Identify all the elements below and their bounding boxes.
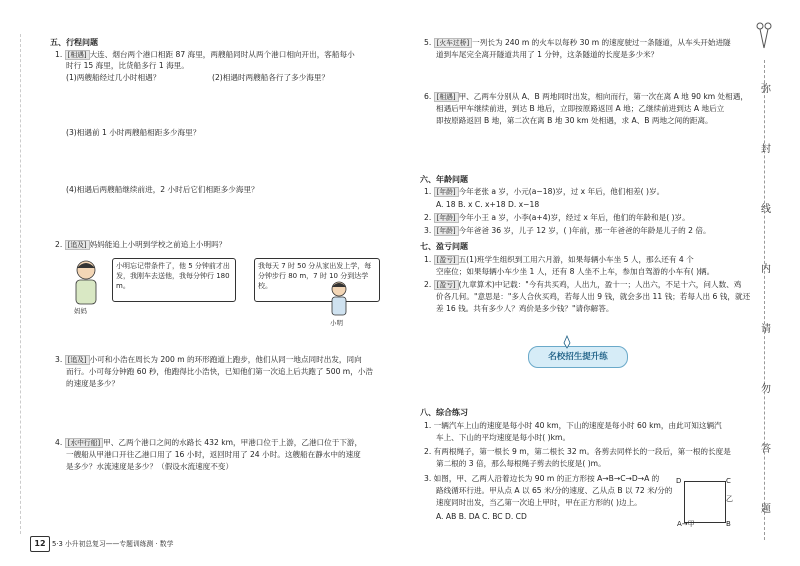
- q1-tag: [相遇]: [65, 50, 90, 60]
- q1-sub3: (3)相遇前 1 小时两艘船相距多少海里？: [66, 128, 201, 137]
- q3-line3: 的速度是多少？: [66, 379, 120, 388]
- square-label-yi: 乙: [726, 495, 733, 503]
- banner-advanced-practice: [528, 346, 628, 368]
- q6-line3: 即按原路返回 B 地，第二次在离 B 地 30 km 处相遇，求 A、B 两地之间的距离。: [436, 116, 713, 125]
- binding-margin: [742, 0, 800, 566]
- square-label-a: A→甲: [677, 520, 695, 528]
- q6-line1: 6. [相遇] 甲、乙两车分别从 A、B 两地同时出发，相向而行，第一次在离 A 地 90 km 处相遇，: [424, 92, 748, 101]
- c2-line2: 第二根的 3 倍，那么每根绳子剪去的长度是( )m。: [436, 459, 606, 468]
- q3-tag: [追及]: [65, 355, 90, 365]
- p2-tag: [盈亏]: [434, 280, 459, 290]
- seal-char-1: 弥: [761, 84, 771, 95]
- section-title-comprehensive: 八、综合练习: [420, 408, 468, 417]
- q2-tag: [追及]: [65, 240, 90, 250]
- q4-line2: 一艘船从甲港口开往乙港口用了 16 小时，返回时用了 24 小时。这艘船在静水中的速度: [66, 450, 361, 459]
- seal-dashed-line: [764, 60, 766, 540]
- mom-speech-bubble: 小明忘记带条件了，他 5 分钟前才出发，我刚车去送他，我每分钟行 180 m。: [112, 258, 236, 302]
- age-q2-tag: [年龄]: [434, 213, 459, 223]
- q1-sub4: (4)相遇后两艘船继续前进，2 小时后它们相距多少海里？: [66, 185, 259, 194]
- seal-char-3: 线: [761, 204, 771, 215]
- square-label-b: B: [726, 520, 731, 528]
- ming-speech-bubble: 我每天 7 时 50 分从家出发上学，每分钟步行 80 m，7 时 10 分到达学校。: [254, 258, 380, 302]
- seal-char-6: 勿: [761, 384, 771, 395]
- q1-line2: 时行 15 海里，比货船多行 1 海里。: [66, 61, 189, 70]
- scissors-icon: [754, 18, 774, 58]
- seal-char-7: 答: [761, 444, 771, 455]
- age-q3-tag: [年龄]: [434, 226, 459, 236]
- square-path-figure: [684, 481, 726, 523]
- q1-sub2: (2)相遇时两艘船各行了多少海里？: [212, 73, 330, 82]
- mom-illustration: [66, 258, 106, 310]
- section-title-age: 六、年龄问题: [420, 175, 468, 184]
- footer-text: 5·3 小升初总复习——专题训练测 · 数学: [52, 540, 174, 548]
- q1-sub1: (1)两艘船经过几小时相遇？: [66, 73, 161, 82]
- age-q1-options: A. 18 B. x C. x+18 D. x−18: [436, 200, 540, 209]
- q4-tag: [水中行船]: [65, 438, 104, 448]
- seal-char-2: 封: [761, 144, 771, 155]
- q5-line2: 道到车尾完全离开隧道共用了 1 分钟，这条隧道的长度是多少米？: [436, 50, 659, 59]
- q1-line1: 1. [相遇] 大连、烟台两个港口相距 87 海里，两艘船同时从两个港口相向开出，客船每小: [55, 50, 355, 59]
- c3-line2: 路线循环行进。甲从点 A 以 65 米/分的速度、乙从点 B 以 72 米/分的: [436, 486, 673, 495]
- q5-line1: 5. [火车过桥] 一列长为 240 m 的火车以每秒 30 m 的速度驶过一条隧道，从车头开始进隧: [424, 38, 731, 47]
- square-label-d: D: [676, 477, 682, 485]
- p2-line2: 价各几何。"意思是："多人合伙买鸡，若每人出 9 钱，就会多出 11 钱；若每人出 6 钱，就还: [436, 292, 751, 301]
- age-q3: 3. [年龄] 今年爸爸 36 岁，儿子 12 岁，( )年前，那一年爸爸的年龄是儿子的 2 倍。: [424, 226, 711, 235]
- section-title-surplus: 七、盈亏问题: [420, 242, 468, 251]
- left-margin-line: [20, 34, 22, 534]
- q2-line: 2. [追及] 妈妈能追上小明到学校之前追上小明吗？: [55, 240, 227, 249]
- c3-options: A. AB B. DA C. BC D. CD: [436, 512, 527, 521]
- mom-figure: [66, 258, 106, 310]
- p2-line1: 2. [盈亏] (九章算术)中记载："今有共买鸡，人出九，盈十一；人出六，不足十六，问人数、鸡: [424, 280, 742, 289]
- page-number: 12: [30, 536, 50, 552]
- seal-char-5: 请: [761, 324, 771, 335]
- q5-tag: [火车过桥]: [434, 38, 473, 48]
- square-label-c: C: [726, 477, 731, 485]
- q4-line3: 是多少？水流速度是多少？（假设水流速度不变）: [66, 462, 234, 471]
- q3-line1: 3. [追及] 小可和小浩在周长为 200 m 的环形跑道上跑步，他们从同一地点同时出发，同向: [55, 355, 362, 364]
- q6-tag: [相遇]: [434, 92, 459, 102]
- c3-line1: 3. 如图，甲、乙两人沿着边长为 90 m 的正方形按 A→B→C→D→A 的: [424, 474, 660, 483]
- p1-tag: [盈亏]: [434, 255, 459, 265]
- banner-text: 名校招生提升练: [548, 352, 608, 362]
- p1-line1: 1. [盈亏] 五(1)班学生组织到工用六月游，如果每辆小车坐 5 人，那么还有 4 个: [424, 255, 694, 264]
- mom-label: 妈妈: [74, 307, 87, 315]
- seal-char-8: 题: [761, 504, 771, 515]
- q3-line2: 而行。小可每分钟跑 60 秒，他跑得比小浩快，已知他们第一次追上后共跑了 500 m，小浩: [66, 367, 373, 376]
- q4-line1: 4. [水中行船] 甲、乙两个港口之间的水路长 432 km，甲港口位于上游，乙港口位于下游，: [55, 438, 363, 447]
- c3-line3: 速度同时出发，当乙第一次追上甲时，甲在正方形的( )边上。: [436, 498, 642, 507]
- c1-line1: 1. 一辆汽车上山的速度是每小时 40 km，下山的速度是每小时 60 km，由此可知这辆汽: [424, 421, 722, 430]
- seal-char-4: 内: [761, 264, 771, 275]
- q6-line2: 相遇后甲车继续前进，到达 B 地后，立即按原路返回 A 地；乙继续前进到达 A 地后立: [436, 104, 725, 113]
- rocket-icon: [560, 334, 574, 348]
- age-q2: 2. [年龄] 今年小王 a 岁，小李(a+4)岁，经过 x 年后，他们的年龄和是( )岁。: [424, 213, 690, 222]
- c1-line2: 车上、下山的平均速度是每小时( )km。: [436, 433, 571, 442]
- ming-label: 小明: [330, 319, 343, 327]
- section-title-travel: 五、行程问题: [50, 38, 98, 47]
- age-q1-tag: [年龄]: [434, 187, 459, 197]
- p2-line3: 差 16 钱。共有多少人？鸡价是多少钱？"请你解答。: [436, 304, 614, 313]
- p1-line2: 空座位；如果每辆小车少坐 1 人，还有 8 人坐不上车，参加自驾游的小车有( )辆。: [436, 267, 715, 276]
- c2-line1: 2. 有两根绳子，第一根长 9 m，第二根长 32 m。各剪去同样长的一段后，第一根的长度是: [424, 447, 731, 456]
- age-q1: 1. [年龄] 今年老张 a 岁，小元(a−18)岁，过 x 年后，他们相差( )岁。: [424, 187, 665, 196]
